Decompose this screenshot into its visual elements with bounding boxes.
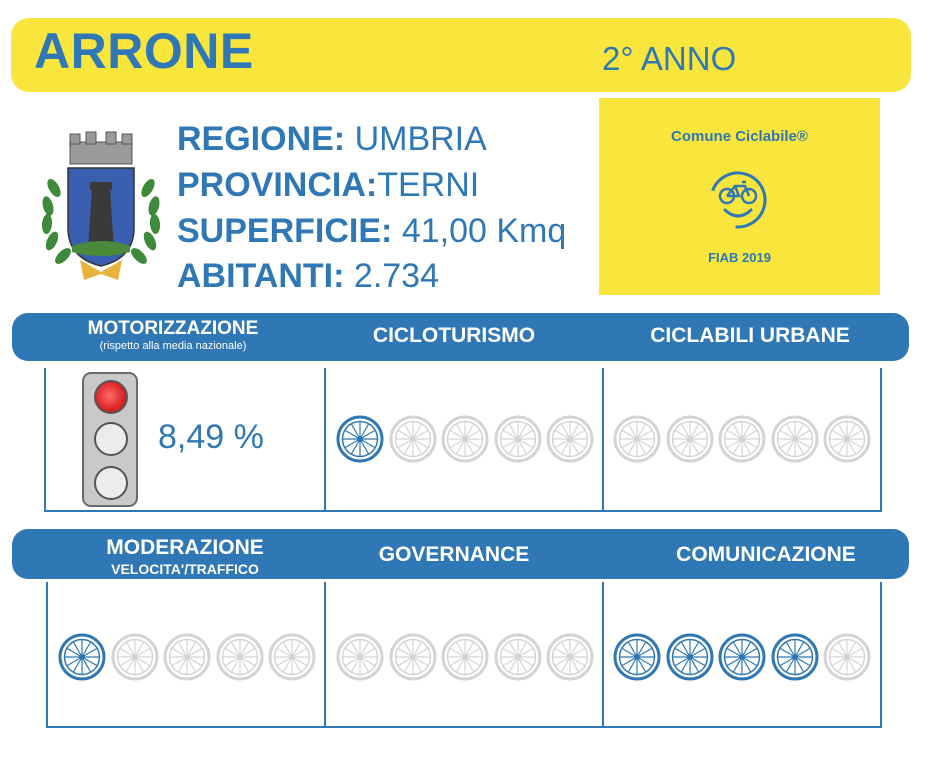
- bicycle-wheel-active-icon: [335, 414, 385, 464]
- badge-title: Comune Ciclabile®: [671, 128, 808, 145]
- label-cicloturismo: CICLOTURISMO: [372, 324, 536, 347]
- bicycle-wheel-inactive-icon: [388, 414, 438, 464]
- traffic-light-icon: [82, 372, 138, 507]
- label-governance: GOVERNANCE: [378, 543, 530, 566]
- label-moderazione: MODERAZIONE: [106, 536, 264, 559]
- traffic-light-green-lamp: [94, 466, 128, 500]
- governance-wheel-rating: [335, 632, 597, 682]
- town-name: ARRONE: [34, 23, 254, 79]
- bicycle-wheel-active-icon: [665, 632, 715, 682]
- bicycle-wheel-inactive-icon: [665, 414, 715, 464]
- info-abitanti: ABITANTI: 2.734: [177, 257, 439, 295]
- bicycle-wheel-inactive-icon: [545, 632, 595, 682]
- comune-ciclabile-badge: [599, 98, 880, 295]
- sub-motorizzazione: (rispetto alla media nazionale): [99, 340, 247, 352]
- info-provincia: PROVINCIA:TERNI: [177, 166, 480, 204]
- bicycle-wheel-inactive-icon: [335, 632, 385, 682]
- bicycle-wheel-active-icon: [770, 632, 820, 682]
- info-regione: REGIONE: UMBRIA: [177, 120, 487, 158]
- label-ciclabili-urbane: CICLABILI URBANE: [650, 324, 850, 347]
- bicycle-wheel-active-icon: [717, 632, 767, 682]
- bicycle-wheel-inactive-icon: [612, 414, 662, 464]
- bicycle-wheel-inactive-icon: [822, 632, 872, 682]
- bicycle-wheel-inactive-icon: [545, 414, 595, 464]
- bicycle-wheel-inactive-icon: [493, 632, 543, 682]
- bicycle-wheel-active-icon: [57, 632, 107, 682]
- ciclabili-urbane-wheel-rating: [612, 414, 874, 464]
- badge-year: FIAB 2019: [708, 250, 771, 265]
- label-comunicazione: COMUNICAZIONE: [676, 543, 856, 566]
- traffic-light-red-lamp: [94, 380, 128, 414]
- bicycle-wheel-inactive-icon: [162, 632, 212, 682]
- cicloturismo-wheel-rating: [335, 414, 597, 464]
- comunicazione-wheel-rating: [612, 632, 874, 682]
- smiling-bike-icon: [708, 170, 768, 230]
- bicycle-wheel-inactive-icon: [440, 632, 490, 682]
- bicycle-wheel-inactive-icon: [717, 414, 767, 464]
- bicycle-wheel-inactive-icon: [215, 632, 265, 682]
- label-motorizzazione: MOTORIZZAZIONE: [87, 318, 259, 339]
- motorizzazione-value: 8,49 %: [158, 418, 264, 456]
- bicycle-wheel-inactive-icon: [388, 632, 438, 682]
- bicycle-wheel-inactive-icon: [770, 414, 820, 464]
- sub-moderazione: VELOCITA'/TRAFFICO: [111, 561, 259, 577]
- traffic-light-yellow-lamp: [94, 422, 128, 456]
- year-label: 2° ANNO: [602, 40, 737, 77]
- bicycle-wheel-inactive-icon: [440, 414, 490, 464]
- moderazione-wheel-rating: [57, 632, 319, 682]
- coat-of-arms-icon: [32, 128, 170, 288]
- bicycle-wheel-inactive-icon: [493, 414, 543, 464]
- info-superficie: SUPERFICIE: 41,00 Kmq: [177, 212, 567, 250]
- bicycle-wheel-inactive-icon: [267, 632, 317, 682]
- bicycle-wheel-inactive-icon: [110, 632, 160, 682]
- bicycle-wheel-inactive-icon: [822, 414, 872, 464]
- bicycle-wheel-active-icon: [612, 632, 662, 682]
